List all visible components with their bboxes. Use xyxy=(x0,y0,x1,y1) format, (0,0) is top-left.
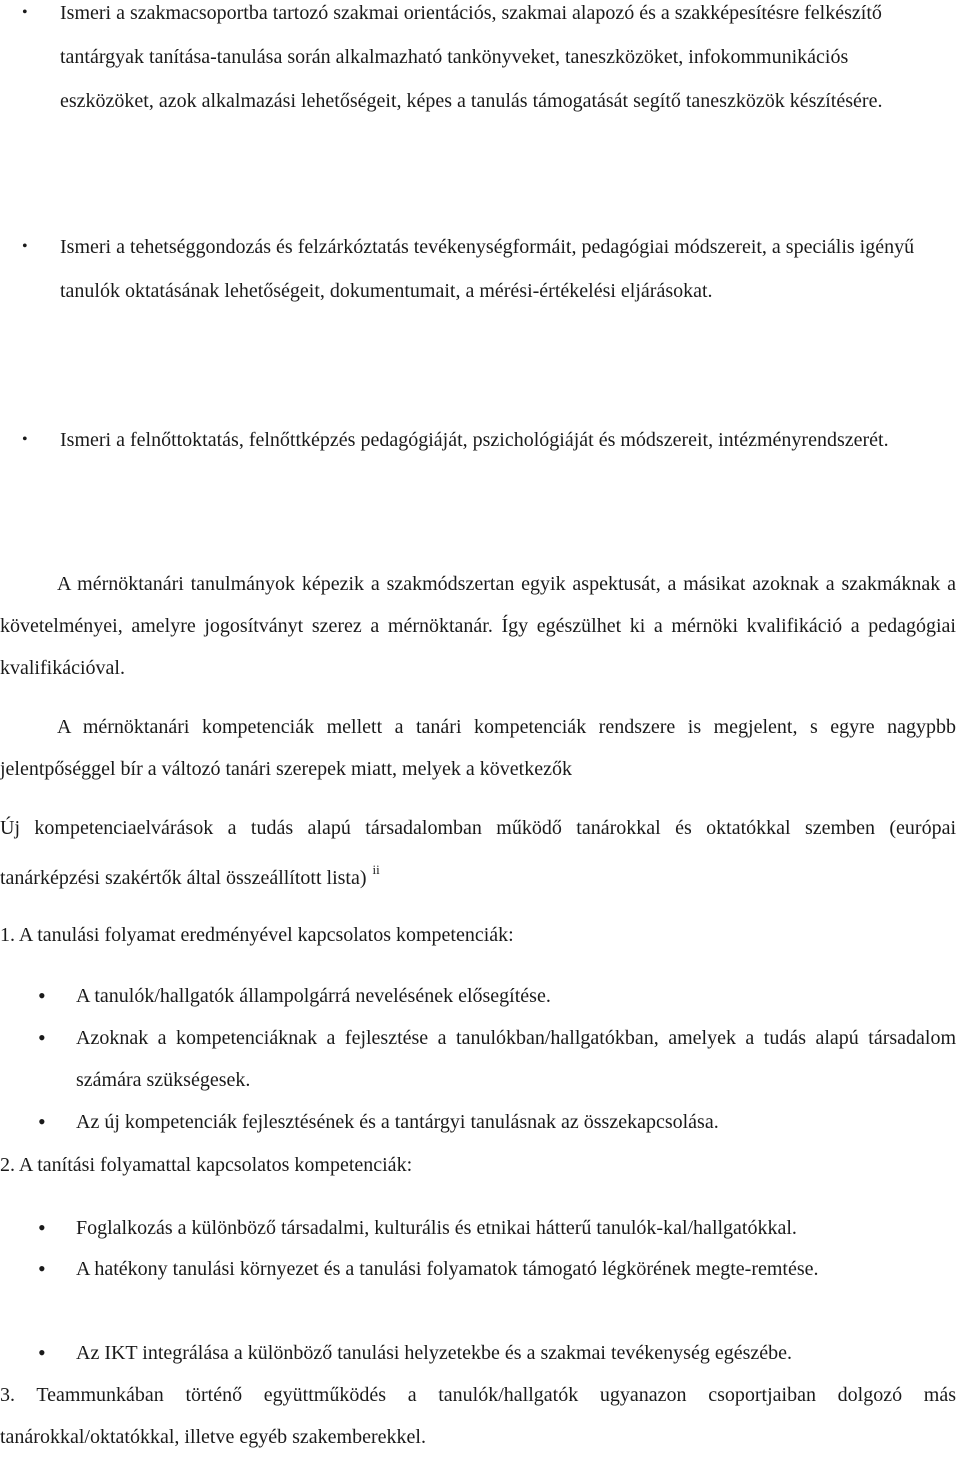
bullet-text: Ismeri a felnőttoktatás, felnőttképzés pedagógiáját, pszichológiáját és módszereit, intézményrendszerét. xyxy=(60,429,889,451)
section-2-heading: 2. A tanítási folyamattal kapcsolatos kompetenciák: xyxy=(0,1154,413,1176)
bullet-text: Az IKT integrálása a különböző tanulási helyzetekbe és a szakmai tevékenység egészébe. xyxy=(76,1342,792,1364)
top-bullet-3 xyxy=(22,418,942,462)
paragraph-new-competency-expectations xyxy=(0,807,956,899)
bullet-marker: • xyxy=(38,1340,46,1365)
paragraph-text: Új kompetenciaelvárások a tudás alapú társadalomban működő tanárokkal és oktatókkal szemben (európai tanárképzési szakértők által összeállított lista) xyxy=(0,817,956,889)
section-1-item-3 xyxy=(38,1101,956,1143)
bullet-marker: • xyxy=(38,1256,46,1281)
bullet-text: Foglalkozás a különböző társadalmi, kulturális és etnikai hátterű tanulók-kal/hallgatókkal. xyxy=(76,1217,797,1239)
bullet-marker: • xyxy=(22,238,28,255)
bullet-marker: • xyxy=(22,4,28,21)
section-2-item-2 xyxy=(38,1248,956,1290)
bullet-marker: • xyxy=(38,983,46,1008)
section-1-item-2 xyxy=(38,1017,956,1101)
top-bullet-1 xyxy=(22,0,942,123)
paragraph-engineer-teacher-studies: A mérnöktanári tanulmányok képezik a szakmódszertan egyik aspektusát, a másikat azoknak a szakmáknak a követelményei, amelyre jogosítványt szerez a mérnöktanár. Így egészülhet ki a mérnöki kvalifikáció a pedagógiai kvalifikációval. xyxy=(0,573,956,679)
section-3-text: 3. Teammunkában történő együttműködés a tanulók/hallgatók ugyanazon csoportjaiban dolgozó más tanárokkal/oktatókkal, illetve egyéb szakemberekkel. xyxy=(0,1384,956,1448)
section-1-item-1 xyxy=(38,975,956,1017)
section-2-item-3 xyxy=(38,1332,956,1374)
bullet-marker: • xyxy=(22,431,28,448)
bullet-marker: • xyxy=(38,1025,46,1050)
section-1-heading: 1. A tanulási folyamat eredményével kapcsolatos kompetenciák: xyxy=(0,924,514,946)
bullet-text: Ismeri a tehetséggondozás és felzárkóztatás tevékenységformáit, pedagógiai módszereit, a speciális igényű tanulók oktatásának lehetőségeit, dokumentumait, a mérési-értékelési eljárásokat. xyxy=(60,236,915,302)
bullet-text: A tanulók/hallgatók állampolgárrá nevelésének elősegítése. xyxy=(76,985,551,1007)
footnote-marker: ii xyxy=(372,862,380,877)
bullet-text: A hatékony tanulási környezet és a tanulási folyamatok támogató légkörének megte-remtése. xyxy=(76,1258,819,1280)
bullet-text: Ismeri a szakmacsoportba tartozó szakmai orientációs, szakmai alapozó és a szakképesítésre felkészítő tantárgyak tanítása-tanulása során alkalmazható tankönyveket, taneszközöket, infokommunikációs eszközöket, azok alkalmazási lehetőségeit, képes a tanulás támogatását segítő taneszközök készítésére. xyxy=(60,2,883,112)
bullet-text: Az új kompetenciák fejlesztésének és a tantárgyi tanulásnak az összekapcsolása. xyxy=(76,1111,719,1133)
paragraph-teacher-competencies: A mérnöktanári kompetenciák mellett a tanári kompetenciák rendszere is megjelent, s egyre nagypbb jelentpőséggel bír a változó tanári szerepek miatt, melyek a következők xyxy=(0,716,956,780)
bullet-text: Azoknak a kompetenciáknak a fejlesztése a tanulókban/hallgatókban, amelyek a tudás alapú társadalom számára szükségesek. xyxy=(76,1027,956,1091)
section-2-item-1 xyxy=(38,1207,956,1249)
bullet-marker: • xyxy=(38,1215,46,1240)
top-bullet-2 xyxy=(22,225,957,313)
bullet-marker: • xyxy=(38,1109,46,1134)
